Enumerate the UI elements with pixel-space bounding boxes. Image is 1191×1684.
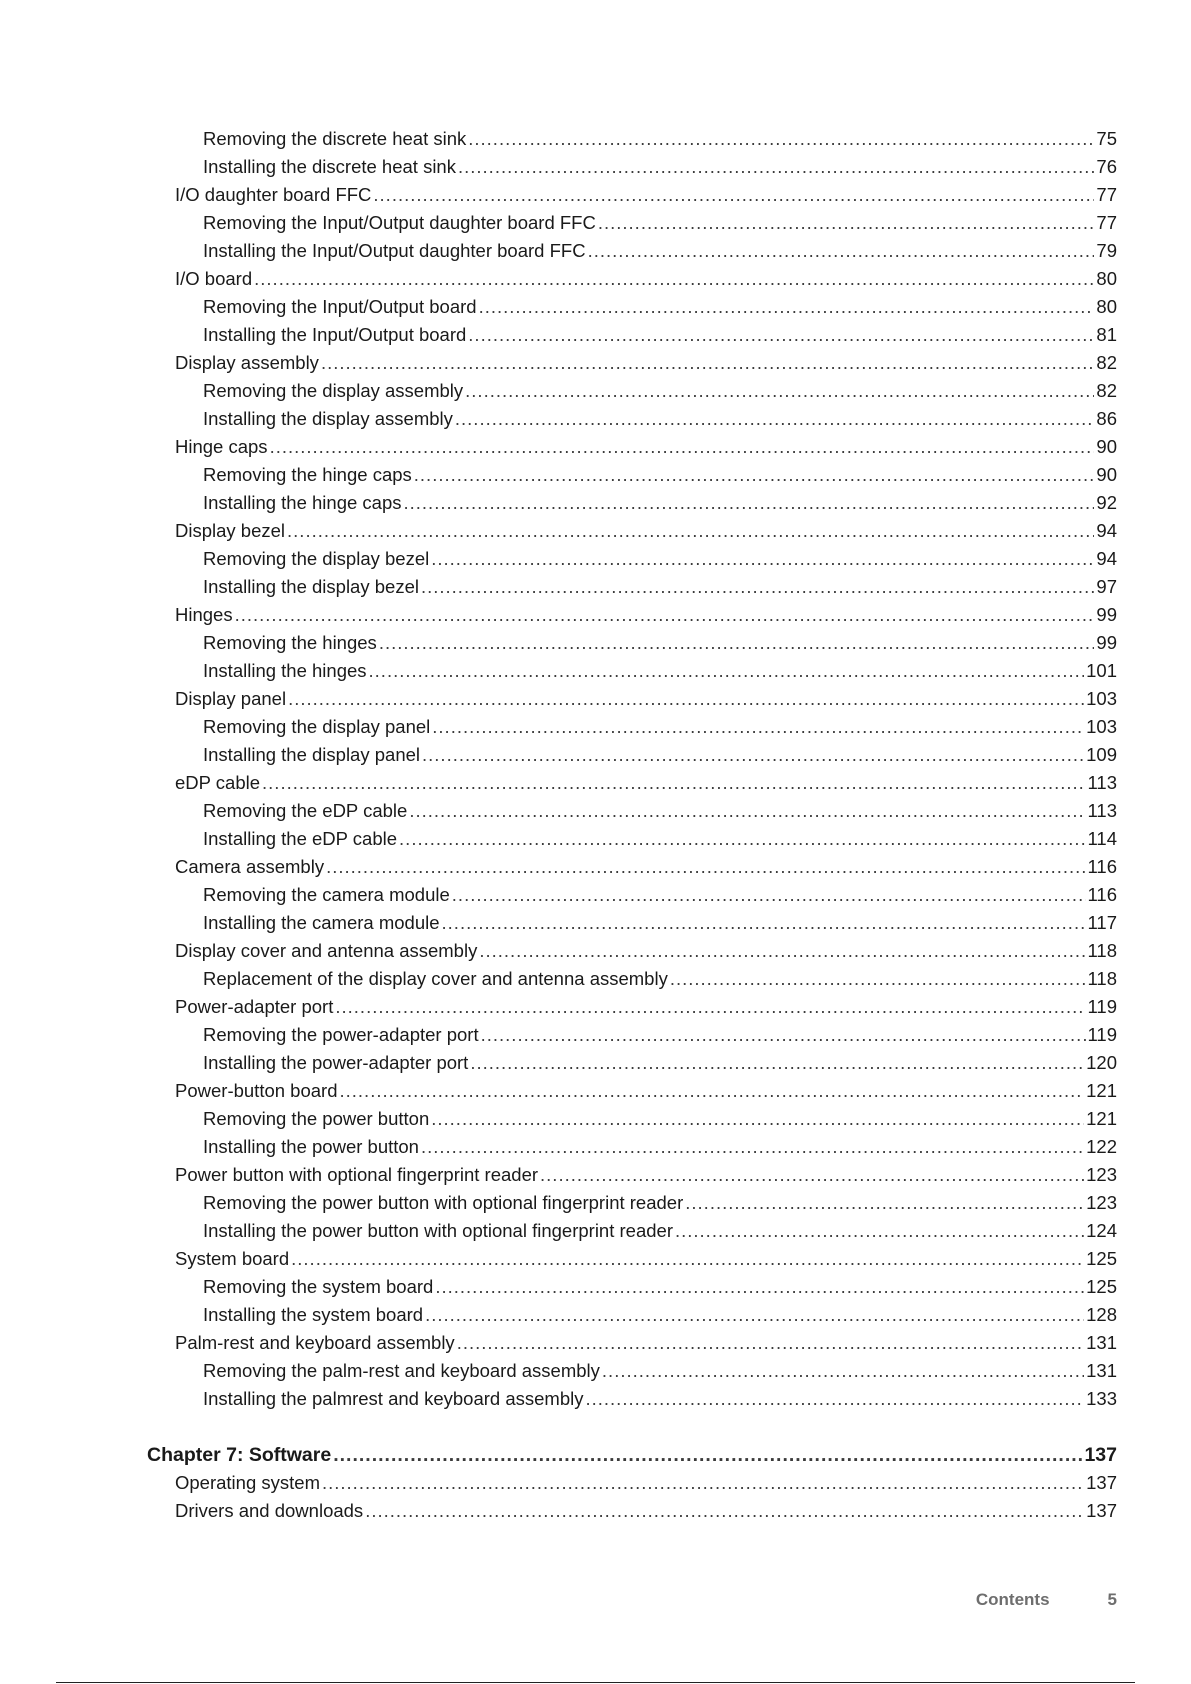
- dot-leader: [479, 293, 1095, 321]
- toc-entry-page: 76: [1096, 156, 1117, 177]
- toc-entry-title: Installing the display panel: [203, 744, 421, 765]
- dot-leader: [457, 1329, 1084, 1357]
- dot-leader: [270, 433, 1095, 461]
- toc-entry-page: 97: [1096, 576, 1117, 597]
- toc-entry-page: 82: [1096, 380, 1117, 401]
- dot-leader: [262, 769, 1085, 797]
- toc-entry-page: 103: [1086, 716, 1117, 737]
- toc-entry-title: Hinge caps: [175, 436, 268, 457]
- toc-entry-page: 118: [1087, 940, 1117, 961]
- toc-entry-page: 137: [1086, 1500, 1117, 1521]
- toc-entry-title: Removing the power button with optional fingerprint reader: [203, 1192, 684, 1213]
- dot-leader: [409, 797, 1085, 825]
- toc-entry-title: Power-adapter port: [175, 996, 334, 1017]
- toc-entry[interactable]: [203, 545, 1117, 573]
- toc-entry-title: Removing the hinges: [203, 632, 377, 653]
- toc-entry-title: Installing the camera module: [203, 912, 440, 933]
- toc-entry[interactable]: [203, 125, 1117, 153]
- toc-entry[interactable]: [203, 1357, 1117, 1385]
- toc-entry[interactable]: [203, 1105, 1117, 1133]
- toc-entry-title: Installing the display assembly: [203, 408, 453, 429]
- toc-entry[interactable]: [203, 293, 1117, 321]
- toc-entry-title: Removing the power button: [203, 1108, 430, 1129]
- dot-leader: [465, 377, 1094, 405]
- toc-entry-page: 137: [1086, 1472, 1117, 1493]
- toc-entry-page: 82: [1096, 352, 1117, 373]
- footer-rule: [56, 1682, 1135, 1683]
- toc-entry-page: 94: [1096, 548, 1117, 569]
- toc-entry-page: 99: [1096, 604, 1117, 625]
- toc-entry[interactable]: [175, 685, 1117, 713]
- toc-entry-title: Installing the display bezel: [203, 576, 419, 597]
- toc-entry-page: 81: [1096, 324, 1117, 345]
- dot-leader: [435, 1273, 1084, 1301]
- toc-entry-page: 92: [1096, 492, 1117, 513]
- page-footer: [976, 1590, 1117, 1610]
- dot-leader: [598, 209, 1095, 237]
- dot-leader: [479, 937, 1085, 965]
- toc-entry-title: eDP cable: [175, 772, 261, 793]
- toc-entry-page: 137: [1084, 1444, 1117, 1466]
- toc-entry-title: Removing the power-adapter port: [203, 1024, 479, 1045]
- toc-entry[interactable]: [175, 1245, 1117, 1273]
- toc-entry[interactable]: [203, 965, 1117, 993]
- toc-entry-page: 113: [1087, 800, 1117, 821]
- dot-leader: [287, 517, 1094, 545]
- toc-entry-page: 118: [1087, 968, 1117, 989]
- dot-leader: [340, 1077, 1085, 1105]
- toc-entry-page: 128: [1086, 1304, 1117, 1325]
- toc-entry[interactable]: [175, 1497, 1117, 1525]
- toc-entry-title: Installing the power-adapter port: [203, 1052, 469, 1073]
- toc-entry-title: Replacement of the display cover and antenna assembly: [203, 968, 668, 989]
- dot-leader: [458, 153, 1094, 181]
- toc-entry-title: I/O board: [175, 268, 253, 289]
- toc-entry-page: 119: [1087, 1024, 1117, 1045]
- footer-page-number: 5: [1107, 1590, 1117, 1609]
- toc-entry-title: Hinges: [175, 604, 233, 625]
- toc-entry[interactable]: [203, 741, 1117, 769]
- dot-leader: [432, 713, 1084, 741]
- toc-entry[interactable]: [203, 377, 1117, 405]
- dot-leader: [675, 1217, 1084, 1245]
- dot-leader: [452, 881, 1086, 909]
- toc-entry-title: Installing the eDP cable: [203, 828, 398, 849]
- toc-entry-page: 103: [1086, 688, 1117, 709]
- toc-entry-page: 131: [1086, 1332, 1117, 1353]
- dot-leader: [365, 1497, 1084, 1525]
- toc-entry-page: 99: [1096, 632, 1117, 653]
- dot-leader: [585, 1385, 1084, 1413]
- dot-leader: [335, 993, 1085, 1021]
- toc-entry[interactable]: [203, 1049, 1117, 1077]
- toc-entry-page: 79: [1096, 240, 1117, 261]
- toc-entry-title: Installing the Input/Output board: [203, 324, 467, 345]
- dot-leader: [455, 405, 1095, 433]
- toc-entry-title: Removing the eDP cable: [203, 800, 408, 821]
- toc-entry-title: Removing the display bezel: [203, 548, 430, 569]
- dot-leader: [421, 1133, 1084, 1161]
- dot-leader: [442, 909, 1086, 937]
- toc-entry[interactable]: [175, 937, 1117, 965]
- dot-leader: [422, 741, 1084, 769]
- dot-leader: [322, 1469, 1084, 1497]
- toc-entry-title: Palm-rest and keyboard assembly: [175, 1332, 455, 1353]
- toc-entry-page: 133: [1086, 1388, 1117, 1409]
- toc-entry-title: Display cover and antenna assembly: [175, 940, 478, 961]
- toc-entry[interactable]: [175, 1161, 1117, 1189]
- toc-entry-page: 124: [1086, 1220, 1117, 1241]
- toc-entry[interactable]: [203, 1133, 1117, 1161]
- toc-entry[interactable]: [203, 629, 1117, 657]
- toc-entry-page: 131: [1086, 1360, 1117, 1381]
- toc-entry[interactable]: [175, 1329, 1117, 1357]
- toc-entry-page: 77: [1096, 184, 1117, 205]
- toc-entry[interactable]: [203, 237, 1117, 265]
- toc-entry[interactable]: [175, 1077, 1117, 1105]
- toc-entry-page: 125: [1086, 1248, 1117, 1269]
- toc-entry[interactable]: [203, 489, 1117, 517]
- toc-entry[interactable]: [203, 321, 1117, 349]
- dot-leader: [540, 1161, 1084, 1189]
- toc-entry-page: 90: [1096, 436, 1117, 457]
- toc-entry-title: Drivers and downloads: [175, 1500, 364, 1521]
- toc-entry-title: Power button with optional fingerprint reader: [175, 1164, 539, 1185]
- toc-entry-title: Installing the hinge caps: [203, 492, 402, 513]
- toc-entry[interactable]: [203, 797, 1117, 825]
- toc-entry[interactable]: [175, 181, 1117, 209]
- toc-entry[interactable]: [203, 153, 1117, 181]
- toc-entry-page: 80: [1096, 268, 1117, 289]
- dot-leader: [291, 1245, 1084, 1273]
- toc-entry[interactable]: [203, 1021, 1117, 1049]
- toc-entry-page: 94: [1096, 520, 1117, 541]
- toc-entry-page: 116: [1087, 856, 1117, 877]
- footer-section-label: Contents: [975, 1590, 1050, 1609]
- toc-entry[interactable]: [203, 1189, 1117, 1217]
- dot-leader: [288, 685, 1084, 713]
- toc-entry[interactable]: [175, 433, 1117, 461]
- toc-entry[interactable]: [203, 461, 1117, 489]
- toc-entry[interactable]: [203, 1385, 1117, 1413]
- toc-entry-title: System board: [175, 1248, 290, 1269]
- dot-leader: [431, 1105, 1084, 1133]
- toc-entry-title: I/O daughter board FFC: [175, 184, 372, 205]
- toc-entry[interactable]: [175, 349, 1117, 377]
- toc-entry[interactable]: [175, 993, 1117, 1021]
- toc-entry[interactable]: [175, 265, 1117, 293]
- toc-entry[interactable]: [203, 1301, 1117, 1329]
- dot-leader: [431, 545, 1094, 573]
- toc-entry-title: Removing the system board: [203, 1276, 434, 1297]
- toc-entry-page: 109: [1086, 744, 1117, 765]
- toc-entry[interactable]: [203, 657, 1117, 685]
- toc-entry-page: 86: [1096, 408, 1117, 429]
- toc-entry-title: Operating system: [175, 1472, 320, 1493]
- toc-entry-page: 116: [1087, 884, 1117, 905]
- toc-entry-title: Removing the palm-rest and keyboard assembly: [203, 1360, 600, 1381]
- toc-entry-page: 77: [1096, 212, 1117, 233]
- toc-entry-title: Power-button board: [175, 1080, 338, 1101]
- toc-entry-title: Removing the display panel: [203, 716, 431, 737]
- toc-entry-page: 120: [1086, 1052, 1117, 1073]
- toc-entry-title: Installing the Input/Output daughter board FFC: [203, 240, 586, 261]
- toc-entry-title: Display bezel: [175, 520, 286, 541]
- toc-entry-title: Removing the display assembly: [203, 380, 464, 401]
- dot-leader: [468, 125, 1094, 153]
- dot-leader: [421, 573, 1094, 601]
- dot-leader: [588, 237, 1095, 265]
- toc-entry-title: Display assembly: [175, 352, 319, 373]
- toc-entry-page: 113: [1087, 772, 1117, 793]
- toc-entry-title: Removing the discrete heat sink: [203, 128, 467, 149]
- dot-leader: [333, 1441, 1082, 1469]
- toc-entry[interactable]: [203, 825, 1117, 853]
- dot-leader: [685, 1189, 1084, 1217]
- toc-entry[interactable]: [203, 405, 1117, 433]
- dot-leader: [235, 601, 1095, 629]
- toc-entry-title: Installing the hinges: [203, 660, 367, 681]
- dot-leader: [414, 461, 1095, 489]
- toc-entry-page: 119: [1087, 996, 1117, 1017]
- toc-entry-page: 90: [1096, 464, 1117, 485]
- dot-leader: [399, 825, 1085, 853]
- toc-entry-page: 125: [1086, 1276, 1117, 1297]
- dot-leader: [379, 629, 1095, 657]
- dot-leader: [404, 489, 1095, 517]
- toc-entry-page: 114: [1087, 828, 1117, 849]
- toc-entry[interactable]: [203, 209, 1117, 237]
- toc-entry-page: 80: [1096, 296, 1117, 317]
- dot-leader: [470, 1049, 1084, 1077]
- dot-leader: [602, 1357, 1084, 1385]
- toc-entry-title: Installing the palmrest and keyboard assembly: [203, 1388, 584, 1409]
- toc-entry-title: Removing the hinge caps: [203, 464, 412, 485]
- dot-leader: [425, 1301, 1084, 1329]
- toc-entry-page: 123: [1086, 1164, 1117, 1185]
- toc-entry-title: Removing the camera module: [203, 884, 450, 905]
- toc-entry[interactable]: [203, 573, 1117, 601]
- dot-leader: [670, 965, 1086, 993]
- dot-leader: [373, 181, 1094, 209]
- toc-entry[interactable]: [175, 517, 1117, 545]
- table-of-contents: [0, 125, 1191, 1525]
- toc-entry-page: 122: [1086, 1136, 1117, 1157]
- toc-entry[interactable]: [175, 601, 1117, 629]
- toc-entry-page: 75: [1096, 128, 1117, 149]
- toc-entry[interactable]: [175, 853, 1117, 881]
- dot-leader: [369, 657, 1085, 685]
- toc-entry[interactable]: [175, 1469, 1117, 1497]
- toc-entry-title: Installing the system board: [203, 1304, 424, 1325]
- toc-entry-title: Display panel: [175, 688, 287, 709]
- toc-entry-title: Installing the power button with optional fingerprint reader: [203, 1220, 673, 1241]
- toc-entry-title: Installing the power button: [203, 1136, 419, 1157]
- toc-entry[interactable]: [203, 909, 1117, 937]
- dot-leader: [321, 349, 1094, 377]
- toc-entry-title: Camera assembly: [175, 856, 325, 877]
- toc-entry-page: 121: [1086, 1108, 1117, 1129]
- toc-entry-title: Removing the Input/Output daughter board FFC: [203, 212, 596, 233]
- toc-entry-title: Chapter 7: Software: [147, 1444, 332, 1466]
- toc-entry[interactable]: [203, 881, 1117, 909]
- dot-leader: [481, 1021, 1086, 1049]
- toc-entry-page: 101: [1086, 660, 1117, 681]
- toc-entry[interactable]: [175, 769, 1117, 797]
- toc-chapter-entry[interactable]: [147, 1441, 1117, 1469]
- toc-entry-title: Removing the Input/Output board: [203, 296, 477, 317]
- toc-entry-title: Installing the discrete heat sink: [203, 156, 456, 177]
- toc-entry[interactable]: [203, 713, 1117, 741]
- toc-entry[interactable]: [203, 1217, 1117, 1245]
- toc-entry-page: 123: [1086, 1192, 1117, 1213]
- toc-entry-page: 117: [1087, 912, 1117, 933]
- dot-leader: [468, 321, 1094, 349]
- toc-entry-page: 121: [1086, 1080, 1117, 1101]
- dot-leader: [254, 265, 1094, 293]
- toc-entry[interactable]: [203, 1273, 1117, 1301]
- dot-leader: [326, 853, 1085, 881]
